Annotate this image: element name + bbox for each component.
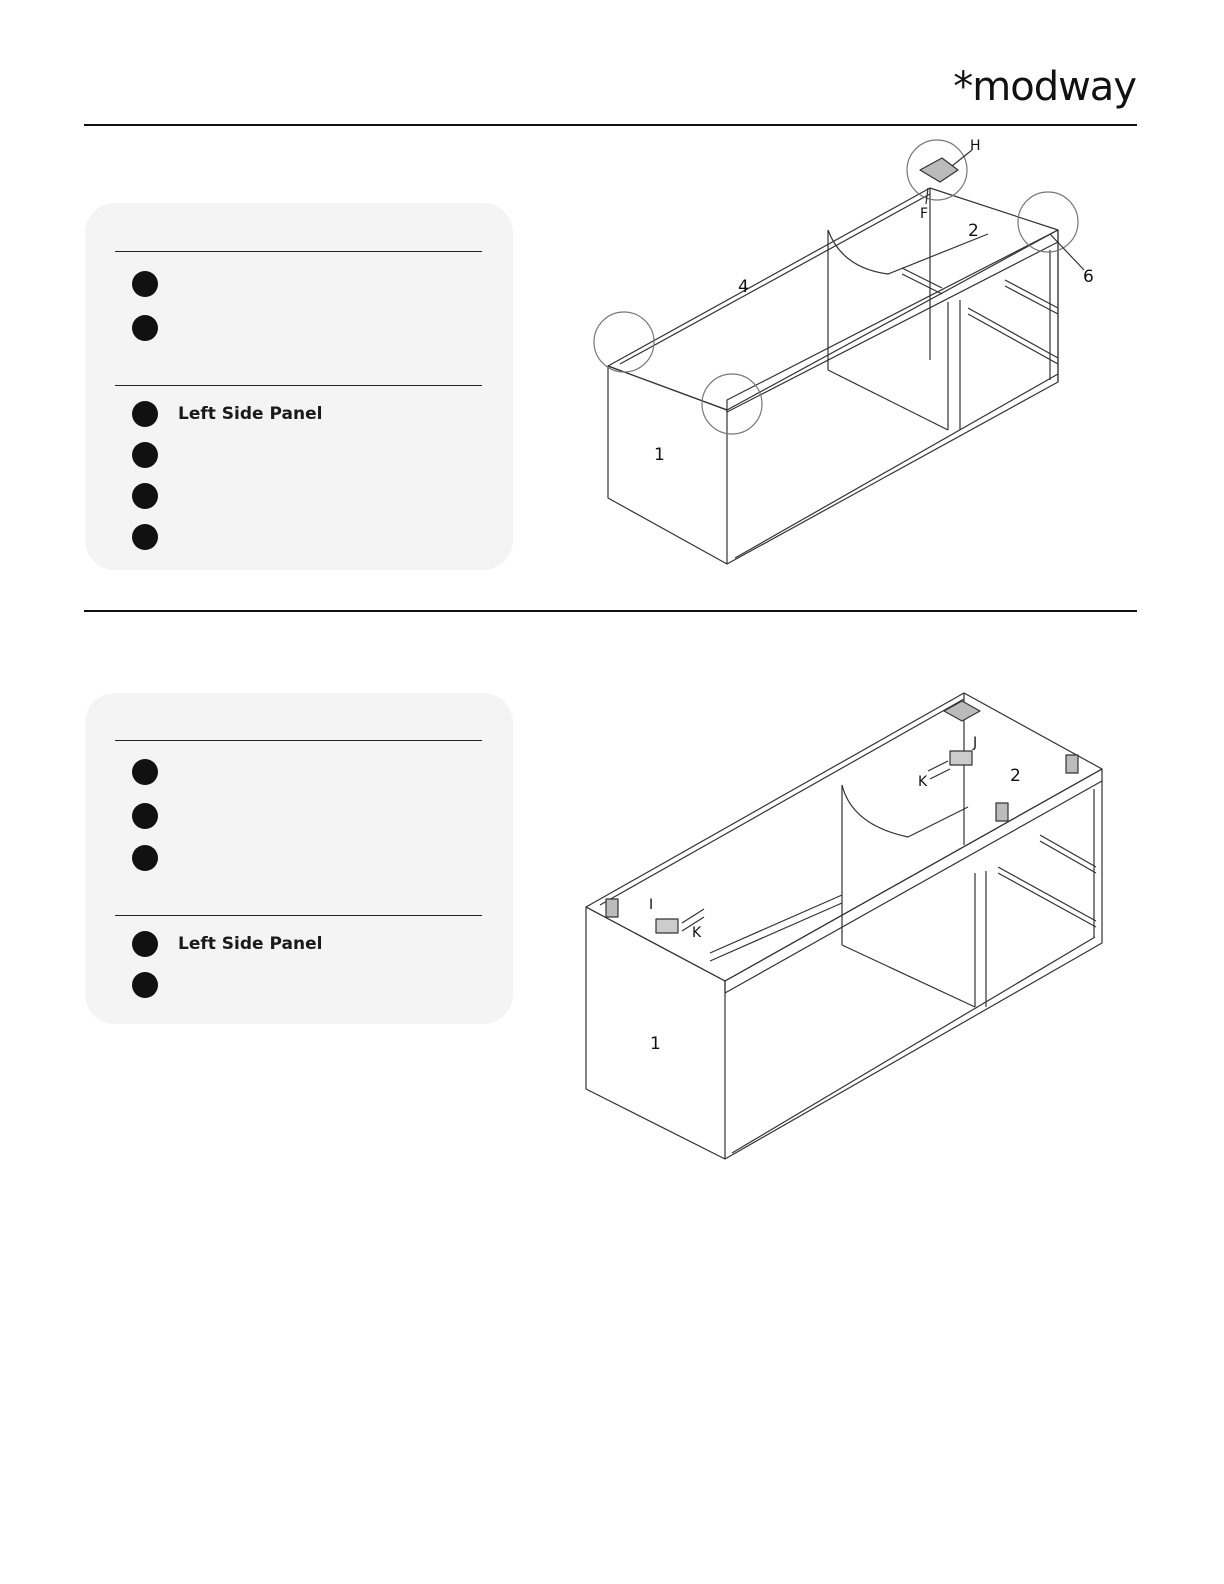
part-label: Left Side Panel: [178, 404, 323, 424]
part-row: [132, 845, 178, 871]
part-number-label: 2: [1010, 766, 1021, 786]
part-bullet-icon: [132, 442, 158, 468]
cabinet-drawing: [580, 130, 1120, 580]
part-row: [132, 524, 178, 550]
hardware-letter-label: H: [970, 138, 981, 154]
part-row: [132, 972, 178, 998]
panel-divider: [115, 740, 482, 741]
part-row: [132, 931, 322, 957]
part-bullet-icon: [132, 401, 158, 427]
part-row: [132, 315, 178, 341]
modway-logo: *modway: [953, 64, 1136, 110]
part-bullet-icon: [132, 483, 158, 509]
part-bullet-icon: [132, 972, 158, 998]
part-number-label: 6: [1083, 267, 1094, 287]
part-number-label: 1: [650, 1034, 661, 1054]
hardware-letter-label: K: [692, 925, 702, 941]
panel-divider: [115, 385, 482, 386]
cabinet-drawing: [570, 685, 1130, 1165]
part-bullet-icon: [132, 803, 158, 829]
part-bullet-icon: [132, 315, 158, 341]
part-number-label: 1: [654, 445, 665, 465]
hardware-letter-label: K: [918, 774, 928, 790]
part-label: Left Side Panel: [178, 934, 323, 954]
detail-circles: [594, 140, 1078, 434]
step2-parts-panel: [85, 693, 513, 1024]
part-bullet-icon: [132, 759, 158, 785]
step1-assembly-diagram: [580, 130, 1120, 580]
panel-divider: [115, 915, 482, 916]
section-divider: [84, 610, 1137, 612]
part-row: [132, 271, 178, 297]
part-number-label: 4: [738, 277, 749, 297]
part-bullet-icon: [132, 845, 158, 871]
part-row: [132, 803, 178, 829]
panel-divider: [115, 251, 482, 252]
part-row: [132, 401, 322, 427]
part-row: [132, 442, 178, 468]
part-bullet-icon: [132, 524, 158, 550]
top-divider: [84, 124, 1137, 126]
cabinet-outline: [608, 188, 1058, 564]
part-bullet-icon: [132, 931, 158, 957]
hardware-letter-label: F: [920, 206, 929, 222]
hardware-letter-label: I: [649, 897, 654, 913]
part-bullet-icon: [132, 271, 158, 297]
part-row: [132, 759, 178, 785]
part-number-label: 2: [968, 221, 979, 241]
hardware-letter-label: J: [973, 735, 978, 751]
part-row: [132, 483, 178, 509]
step1-parts-panel: [85, 203, 513, 570]
corner-bracket-icon: [920, 158, 958, 182]
step2-assembly-diagram: [570, 685, 1130, 1165]
